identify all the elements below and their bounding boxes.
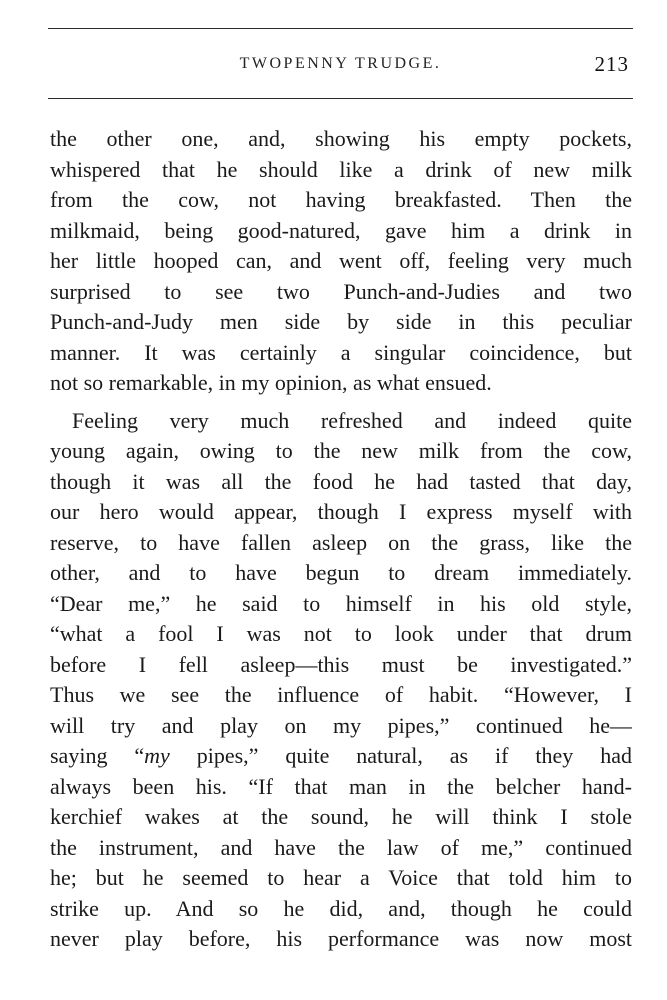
paragraph-2	[50, 406, 632, 955]
text-line: “Dear me,” he said to himself in his old style,	[50, 590, 632, 616]
text-line	[50, 741, 632, 772]
italic-line-before: saying “	[50, 743, 145, 768]
text-line: whispered that he should like a drink of new milk	[50, 156, 632, 182]
text-line: other, and to have begun to dream immediately.	[50, 560, 632, 585]
text-line: not so remarkable, in my opinion, as what ensued.	[50, 370, 492, 395]
header-rule-top	[48, 28, 633, 29]
body-text	[50, 124, 632, 955]
text-line: “what a fool I was not to look under that drum	[50, 621, 632, 646]
text-line: milkmaid, being good-natured, gave him a drink in	[50, 217, 632, 243]
text-line: never play before, his performance was now most	[50, 926, 632, 951]
page-number: 213	[594, 52, 629, 76]
text-line: Feeling very much refreshed and indeed quite	[72, 407, 632, 433]
text-line: though it was all the food he had tasted that day,	[50, 468, 632, 494]
text-line: from the cow, not having breakfasted. Then the	[50, 187, 632, 212]
running-header	[48, 52, 633, 82]
text-line: our hero would appear, though I express myself with	[50, 499, 632, 524]
text-line: before I fell asleep—this must be investigated.”	[50, 651, 632, 677]
text-line: Punch-and-Judy men side by side in this peculiar	[50, 309, 632, 334]
header-rule-bottom	[48, 98, 633, 99]
text-line: the other one, and, showing his empty pockets,	[50, 126, 632, 151]
text-line: surprised to see two Punch-and-Judies and two	[50, 278, 632, 304]
text-line: always been his. “If that man in the belcher hand-	[50, 773, 632, 799]
text-line: her little hooped can, and went off, feeling very much	[50, 248, 632, 273]
text-line: the instrument, and have the law of me,” continued	[50, 834, 632, 860]
text-line: manner. It was certainly a singular coincidence, but	[50, 339, 632, 365]
text-line: he; but he seemed to hear a Voice that told him to	[50, 865, 632, 890]
italic-word: my	[144, 743, 170, 768]
text-line: strike up. And so he did, and, though he could	[50, 895, 632, 921]
text-line: Thus we see the influence of habit. “However, I	[50, 682, 632, 707]
text-line: reserve, to have fallen asleep on the grass, like the	[50, 529, 632, 555]
paragraph-1	[50, 124, 632, 399]
text-line: kerchief wakes at the sound, he will think I stole	[50, 804, 632, 829]
italic-line-after: pipes,” quite natural, as if they had	[169, 743, 632, 768]
running-title: TWOPENNY TRUDGE.	[239, 55, 442, 72]
text-line: will try and play on my pipes,” continued he—	[50, 712, 632, 738]
text-line: young again, owing to the new milk from the cow,	[50, 438, 632, 463]
